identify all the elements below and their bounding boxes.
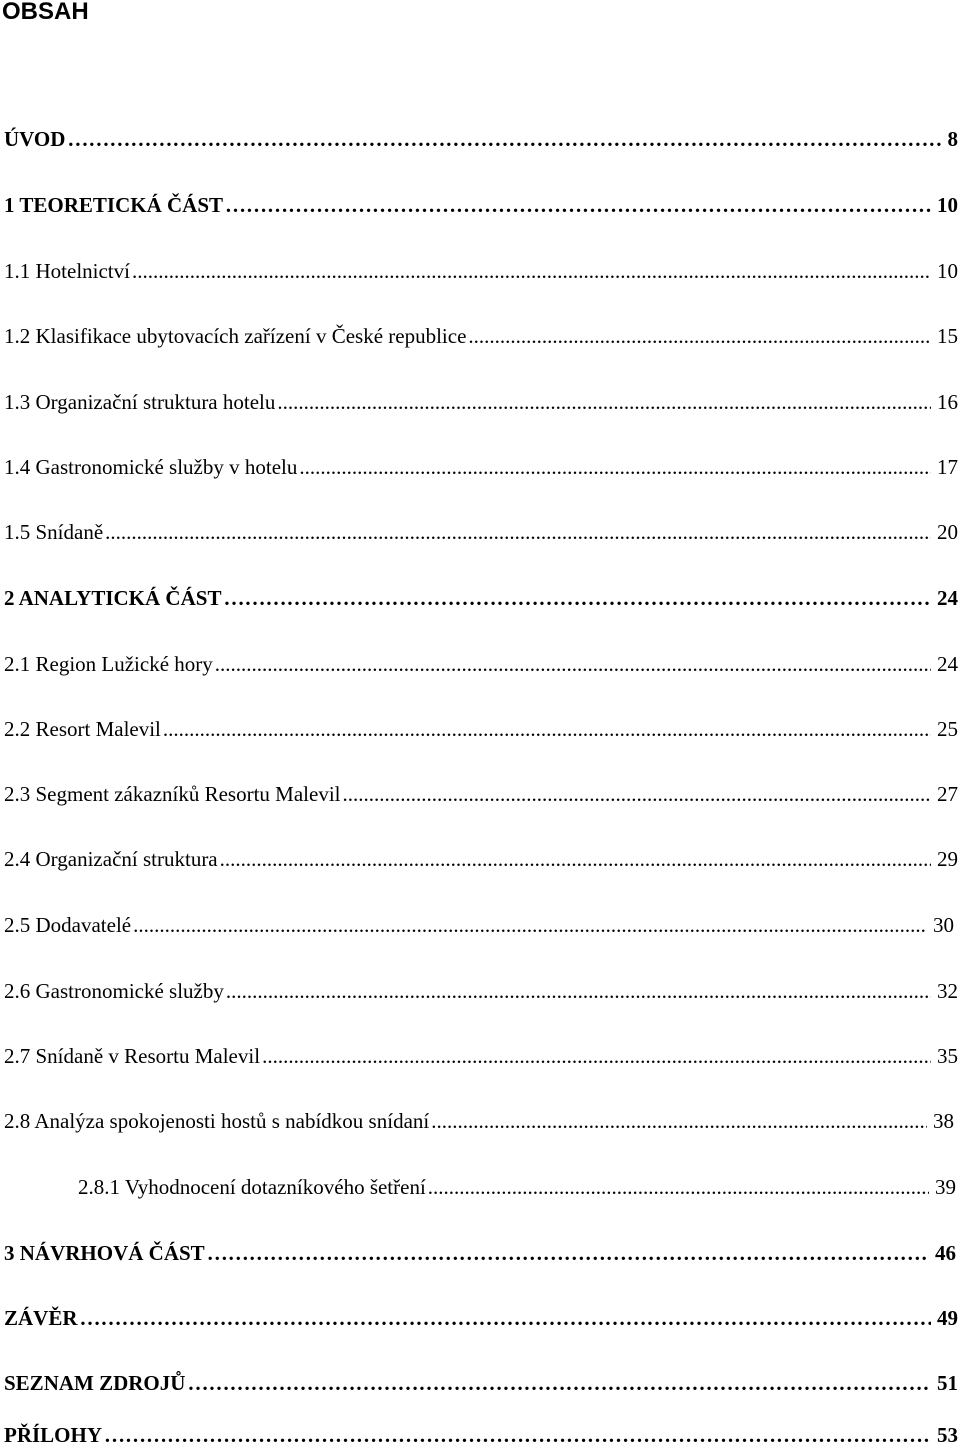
toc-leader: [104, 1420, 931, 1450]
toc-entry-page: 10: [937, 259, 958, 283]
toc-leader: [187, 1368, 931, 1398]
toc-entry-seznam-zdroju[interactable]: [4, 1368, 958, 1398]
toc-entry-label: ZÁVĚR: [4, 1306, 78, 1330]
toc-entry-page: 39: [935, 1175, 956, 1199]
toc-entry-1-4[interactable]: [4, 452, 958, 482]
toc-entry-label: 1.5 Snídaně: [4, 520, 104, 544]
toc-entry-page: 29: [937, 847, 958, 871]
toc-entry-label: 2.8 Analýza spokojenosti hostů s nabídkou snídaní: [4, 1109, 430, 1133]
toc-leader: [215, 649, 931, 679]
toc-entry-zaver[interactable]: [4, 1303, 958, 1333]
toc-entry-label: 2.2 Resort Malevil: [4, 717, 161, 741]
toc-leader: [133, 910, 927, 940]
toc-entry-page: 46: [935, 1241, 956, 1265]
toc-entry-1-1[interactable]: [4, 256, 958, 286]
toc-entry-page: 10: [937, 193, 958, 217]
toc-leader: [468, 321, 931, 351]
toc-leader: [67, 124, 941, 154]
toc-entry-label: SEZNAM ZDROJŮ: [4, 1371, 186, 1395]
toc-entry-page: 16: [937, 390, 958, 414]
toc-entry-uvod[interactable]: [4, 124, 958, 154]
toc-entry-label: PŘÍLOHY: [4, 1423, 103, 1447]
toc-entry-2-3[interactable]: [4, 779, 958, 809]
toc-entry-label: 2.6 Gastronomické služby: [4, 979, 224, 1003]
toc-entry-teoreticka-cast[interactable]: [4, 190, 958, 220]
toc-entry-page: 24: [937, 652, 958, 676]
toc-entry-label: 1.4 Gastronomické služby v hotelu: [4, 455, 298, 479]
toc-entry-label: 1 TEORETICKÁ ČÁST: [4, 193, 224, 217]
toc-entry-page: 53: [937, 1423, 958, 1447]
toc-entry-navrhova-cast[interactable]: [4, 1238, 956, 1268]
toc-entry-page: 8: [947, 127, 958, 151]
toc-entry-page: 20: [937, 520, 958, 544]
toc-entry-page: 27: [937, 782, 958, 806]
toc-entry-label: 2 ANALYTICKÁ ČÁST: [4, 586, 222, 610]
toc-entry-page: 24: [937, 586, 958, 610]
toc-entry-2-2[interactable]: [4, 714, 958, 744]
toc-entry-page: 35: [937, 1044, 958, 1068]
toc-entry-1-5[interactable]: [4, 517, 958, 547]
toc-leader: [220, 844, 931, 874]
toc-entry-label: 2.4 Organizační struktura: [4, 847, 218, 871]
toc-leader: [207, 1238, 929, 1268]
toc-entry-page: 30: [933, 913, 954, 937]
toc-entry-page: 17: [937, 455, 958, 479]
toc-leader: [163, 714, 931, 744]
toc-entry-page: 38: [933, 1109, 954, 1133]
toc-entry-label: 2.5 Dodavatelé: [4, 913, 132, 937]
toc-entry-label: ÚVOD: [4, 127, 66, 151]
toc-entry-1-2[interactable]: [4, 321, 958, 351]
toc-entry-2-4[interactable]: [4, 844, 958, 874]
toc-leader: [277, 387, 931, 417]
toc-leader: [132, 256, 931, 286]
toc-entry-2-7[interactable]: [4, 1041, 958, 1071]
toc-entry-1-3[interactable]: [4, 387, 958, 417]
toc-leader: [105, 517, 931, 547]
toc-entry-page: 15: [937, 324, 958, 348]
toc-entry-label: 2.7 Snídaně v Resortu Malevil: [4, 1044, 261, 1068]
toc-entry-page: 32: [937, 979, 958, 1003]
toc-entry-page: 25: [937, 717, 958, 741]
toc-leader: [428, 1172, 929, 1202]
toc-leader: [80, 1303, 931, 1333]
toc-entry-label: 2.8.1 Vyhodnocení dotazníkového šetření: [78, 1175, 426, 1199]
toc-entry-page: 49: [937, 1306, 958, 1330]
toc-leader: [226, 976, 931, 1006]
toc-entry-2-5[interactable]: [4, 910, 954, 940]
toc-entry-label: 1.3 Organizační struktura hotelu: [4, 390, 276, 414]
page-title: OBSAH: [2, 0, 89, 25]
toc-leader: [343, 779, 931, 809]
toc-entry-2-1[interactable]: [4, 649, 958, 679]
toc-entry-prilohy[interactable]: [4, 1420, 958, 1450]
toc-entry-label: 1.1 Hotelnictví: [4, 259, 130, 283]
toc-leader: [431, 1106, 927, 1136]
toc-entry-analyticka-cast[interactable]: [4, 583, 958, 613]
toc-entry-label: 1.2 Klasifikace ubytovacích zařízení v České republice: [4, 324, 467, 348]
toc-leader: [262, 1041, 931, 1071]
toc-entry-2-6[interactable]: [4, 976, 958, 1006]
toc-entry-2-8-1[interactable]: [78, 1172, 956, 1202]
toc-entry-label: 2.3 Segment zákazníků Resortu Malevil: [4, 782, 341, 806]
toc-entry-page: 51: [937, 1371, 958, 1395]
toc-entry-label: 3 NÁVRHOVÁ ČÁST: [4, 1241, 205, 1265]
toc-leader: [299, 452, 931, 482]
toc-leader: [223, 583, 931, 613]
toc-entry-2-8[interactable]: [4, 1106, 954, 1136]
toc-leader: [225, 190, 931, 220]
toc-entry-label: 2.1 Region Lužické hory: [4, 652, 213, 676]
